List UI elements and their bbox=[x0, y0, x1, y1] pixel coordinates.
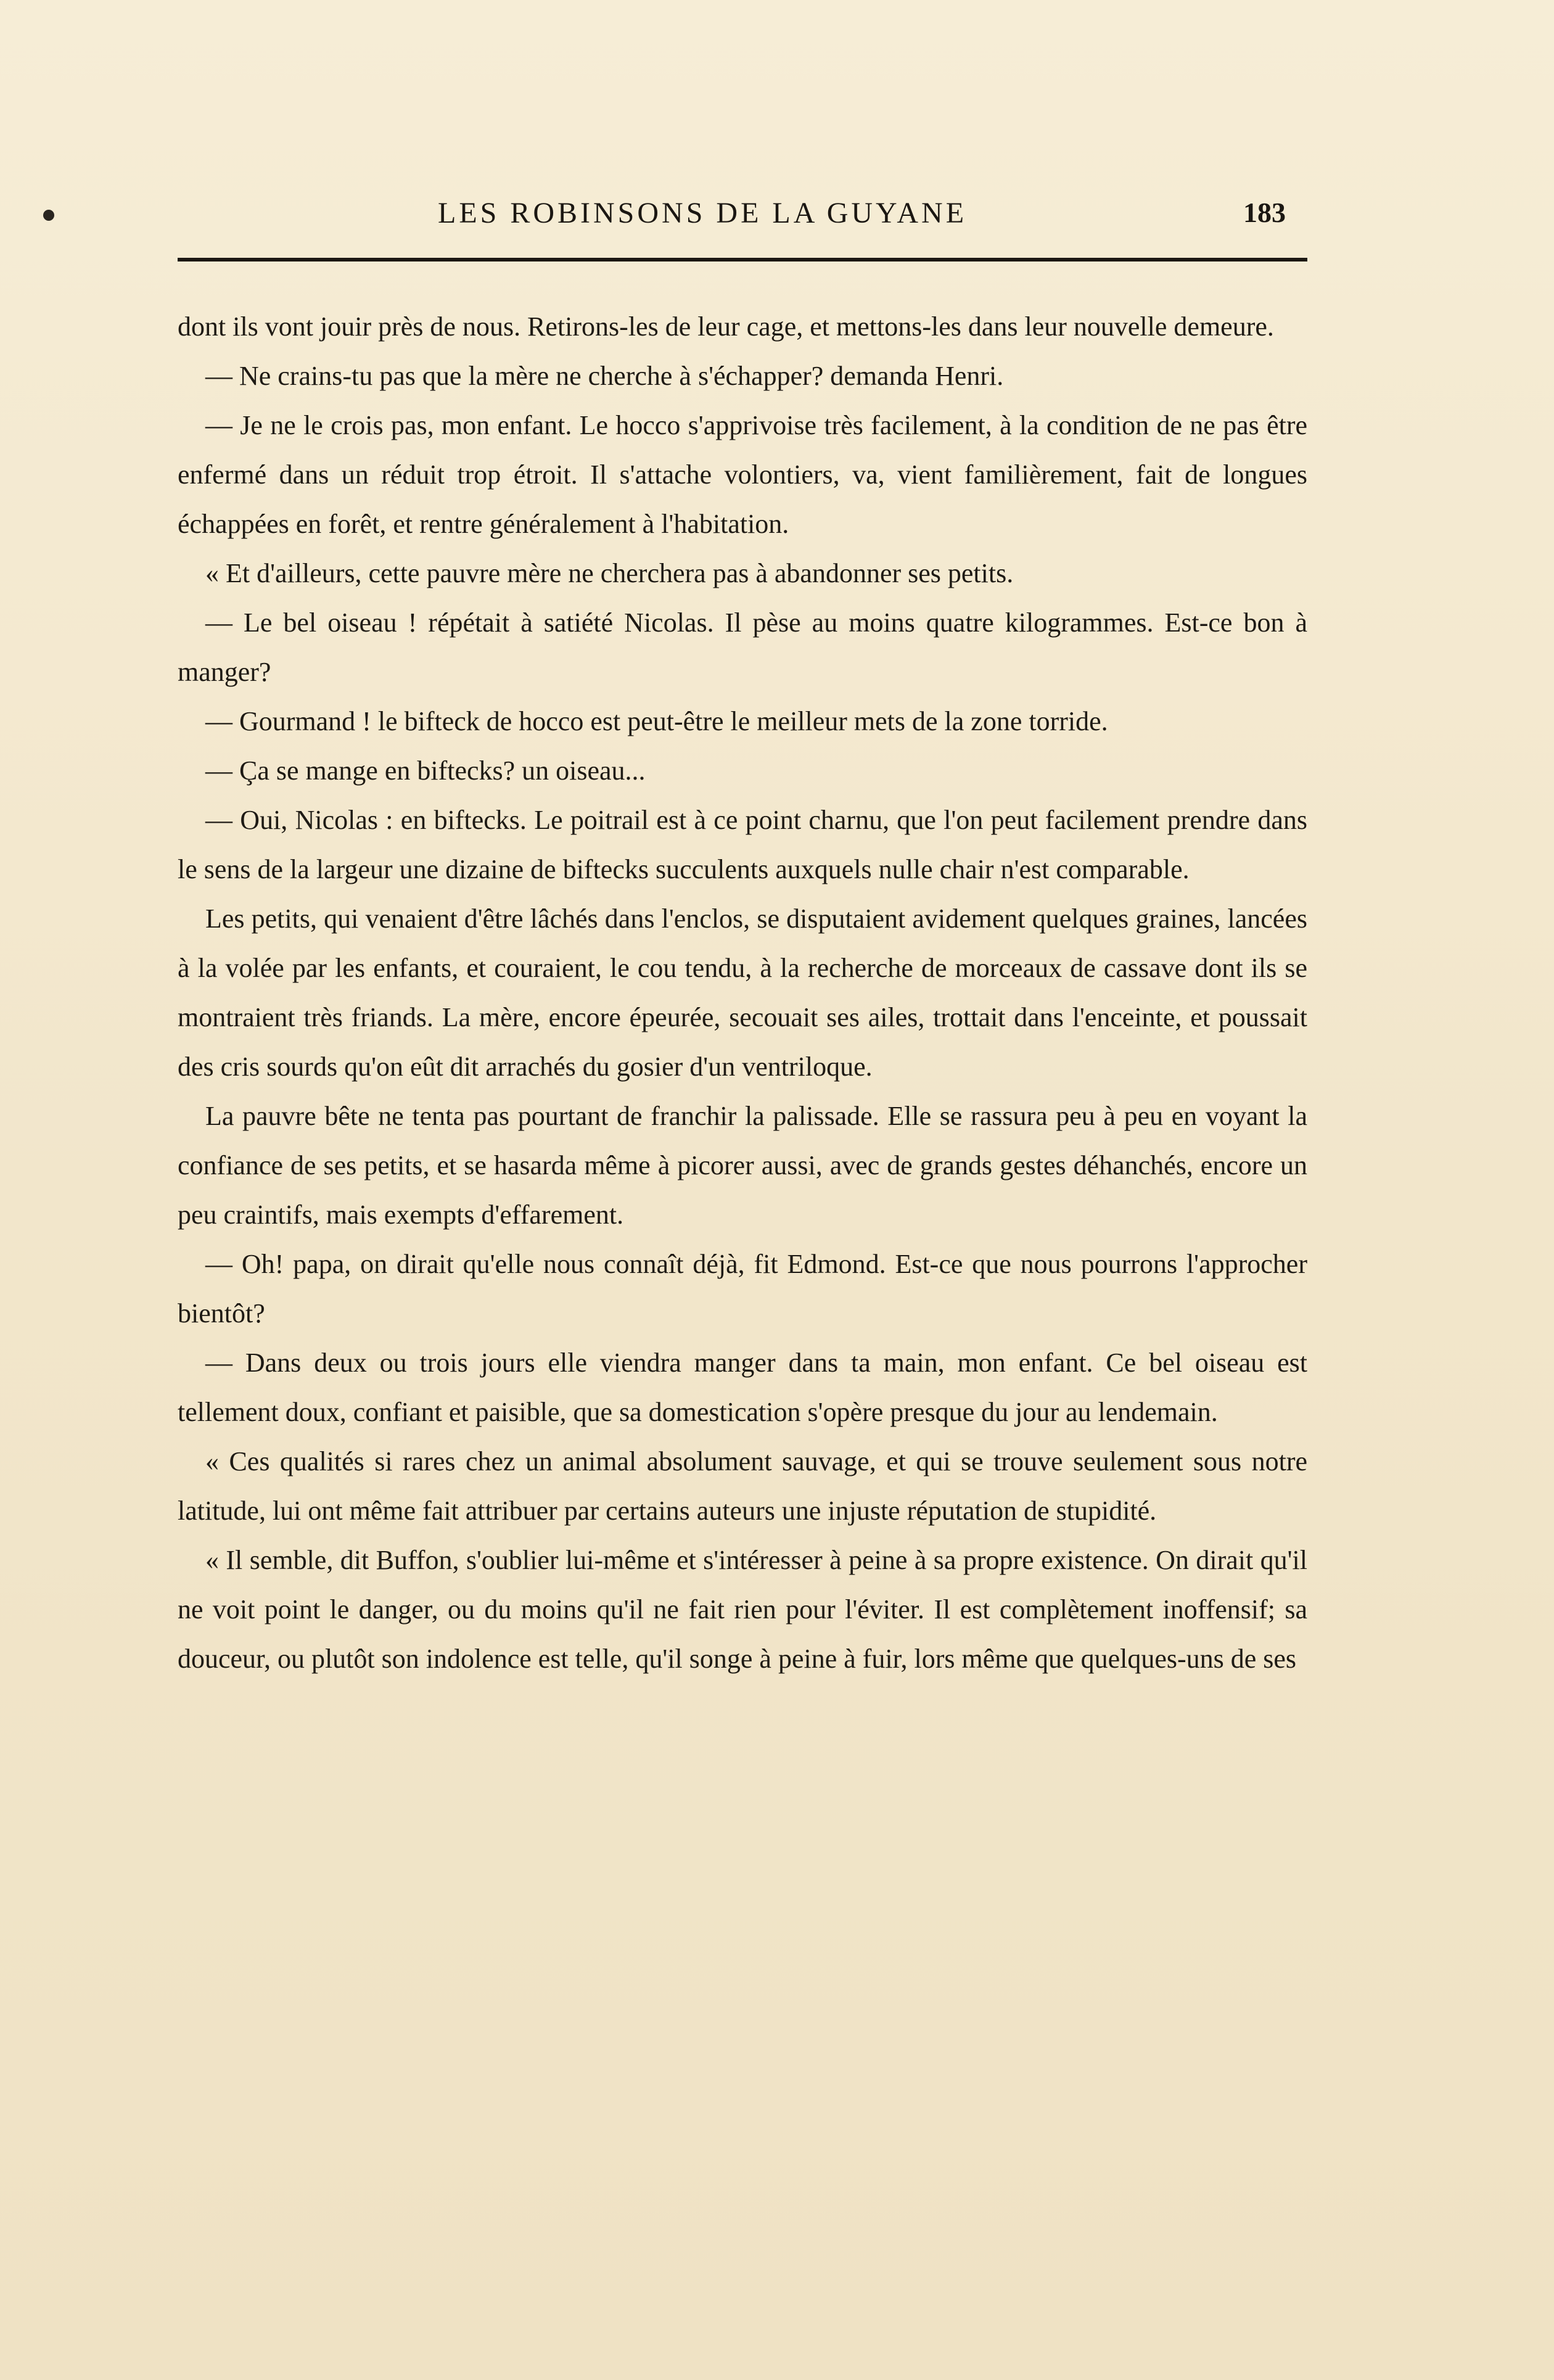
paragraph: dont ils vont jouir près de nous. Retirons-les de leur cage, et mettons-les dans leur nouvelle demeure. bbox=[178, 311, 1274, 342]
paragraph: — Je ne le crois pas, mon enfant. Le hocco s'apprivoise très facilement, à la condition de ne pas être enfermé dans un réduit trop étroit. Il s'attache volontiers, va, vient familièrement, fait de longues échappées en forêt, et rentre généralement à l'habitation. bbox=[178, 410, 1307, 539]
paragraph: — Dans deux ou trois jours elle viendra manger dans ta main, mon enfant. Ce bel oiseau est tellement doux, confiant et paisible, que sa domestication s'opère presque du jour au lendemain. bbox=[178, 1348, 1307, 1427]
paragraph: « Il semble, dit Buffon, s'oublier lui-même et s'intéresser à peine à sa propre existence. On dirait qu'il ne voit point le danger, ou du moins qu'il ne fait rien pour l'éviter. Il est complètement inoffensif; sa douceur, ou plutôt son indolence est telle, qu'il songe à peine à fuir, lors même que quelques-uns de ses bbox=[178, 1545, 1307, 1674]
paragraph: La pauvre bête ne tenta pas pourtant de franchir la palissade. Elle se rassura peu à peu en voyant la confiance de ses petits, et se hasarda même à picorer aussi, avec de grands gestes déhanchés, encore un peu craintifs, mais exempts d'effarement. bbox=[178, 1101, 1307, 1230]
page-header bbox=[176, 196, 1286, 239]
paragraph: — Oh! papa, on dirait qu'elle nous connaît déjà, fit Edmond. Est-ce que nous pourrons l'approcher bientôt? bbox=[178, 1249, 1307, 1328]
paragraph: « Et d'ailleurs, cette pauvre mère ne cherchera pas à abandonner ses petits. bbox=[205, 558, 1014, 588]
running-title: LES ROBINSONS DE LA GUYANE bbox=[438, 197, 968, 229]
page-number: 183 bbox=[1243, 197, 1286, 228]
paragraph: « Ces qualités si rares chez un animal absolument sauvage, et qui se trouve seulement sous notre latitude, lui ont même fait attribuer par certains auteurs une injuste réputation de stupidité. bbox=[178, 1446, 1307, 1526]
header-rule bbox=[178, 258, 1307, 261]
body-text bbox=[178, 302, 1307, 1684]
paragraph: — Oui, Nicolas : en biftecks. Le poitrail est à ce point charnu, que l'on peut facilement prendre dans le sens de la largeur une dizaine de biftecks succulents auxquels nulle chair n'est comparable. bbox=[178, 805, 1307, 884]
paragraph: — Ça se mange en biftecks? un oiseau... bbox=[205, 756, 646, 786]
paragraph: — Le bel oiseau ! répétait à satiété Nicolas. Il pèse au moins quatre kilogrammes. Est-ce bon à manger? bbox=[178, 607, 1307, 687]
paragraph: — Ne crains-tu pas que la mère ne cherche à s'échapper? demanda Henri. bbox=[205, 361, 1004, 391]
paragraph: — Gourmand ! le bifteck de hocco est peut-être le meilleur mets de la zone torride. bbox=[205, 706, 1108, 736]
margin-dot-mark bbox=[43, 210, 54, 221]
paragraph: Les petits, qui venaient d'être lâchés dans l'enclos, se disputaient avidement quelques graines, lancées à la volée par les enfants, et couraient, le cou tendu, à la recherche de morceaux de cassave dont ils se montraient très friands. La mère, encore épeurée, secouait ses ailes, trottait dans l'enceinte, et poussait des cris sourds qu'on eût dit arrachés du gosier d'un ventriloque. bbox=[178, 904, 1307, 1082]
